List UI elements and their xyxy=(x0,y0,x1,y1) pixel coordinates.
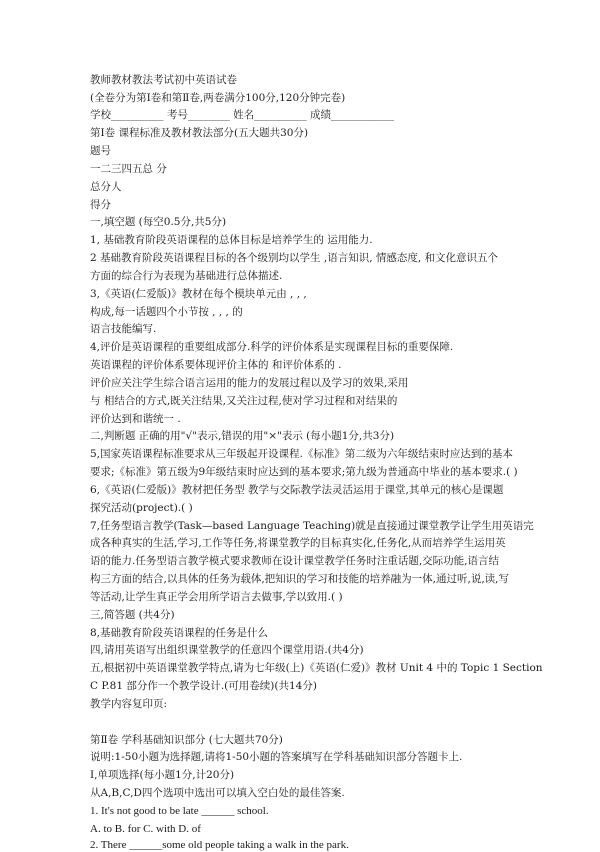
question-line: 成各种真实的生活,学习,工作等任务,将课堂教学的目标真实化,任务化,从而培养学生运用英 xyxy=(90,537,506,549)
score-table-line: 得分 xyxy=(90,199,111,211)
question-line: 等活动,让学生真正学会用所学语言去做事,学以致用.( ) xyxy=(90,591,343,603)
question-line: 要求;《标准》第五级为9年级结束时应达到的基本要求;第九级为普通高中毕业的基本要求.( ) xyxy=(90,466,518,478)
question-line: 英语课程的评价体系要体现评价主体的 和评价体系的 . xyxy=(90,359,342,371)
question-line: 构成,每一话题四个小节按 , , , 的 xyxy=(90,306,243,318)
section-heading: 第Ⅱ卷 学科基础知识部分 (七大题共70分) xyxy=(90,734,283,746)
question-line: 教学内容复印页: xyxy=(90,698,168,710)
question-heading: 三,简答题 (共4分) xyxy=(90,609,175,621)
question-line: 评价达到和谐统一 . xyxy=(90,413,181,425)
question-heading: 四,请用英语写出组织课堂教学的任意四个课堂用语.(共4分) xyxy=(90,644,364,656)
question-line: 8,基础教育阶段英语课程的任务是什么 xyxy=(90,627,269,639)
question-line: 与 相结合的方式,既关注结果,又关注过程,使对学习过程和对结果的 xyxy=(90,395,398,407)
answer-options: A. to B. for C. with D. of xyxy=(90,823,201,835)
question-line: 方面的综合行为表现为基础进行总体描述. xyxy=(90,270,283,282)
question-line: 语的能力.任务型语言教学模式要求教师在设计课堂教学任务时注重话题,交际功能,语言结 xyxy=(90,555,500,567)
instruction-line: 说明:1-50小题为选择题,请将1-50小题的答案填写在学科基础知识部分答题卡上. xyxy=(90,751,463,763)
question-line: 评价应关注学生综合语言运用的能力的发展过程以及学习的效果,采用 xyxy=(90,377,409,389)
question-heading: 一,填空题 (每空0.5分,共5分) xyxy=(90,216,227,228)
question-heading: Ⅰ,单项选择(每小题1分,计20分) xyxy=(90,769,235,781)
question-line: 构三方面的结合,以具体的任务为载体,把知识的学习和技能的培养融为一体,通过听,说,读,写 xyxy=(90,573,510,585)
question-heading: 二,判断题 正确的用"√"表示,错误的用"×"表示 (每小题1分,共3分) xyxy=(90,430,395,442)
section-heading: 第Ⅰ卷 课程标准及教材教法部分(五大题共30分) xyxy=(90,127,309,139)
question-line: 6,《英语(仁爱版)》教材把任务型 教学与交际教学法灵活运用于课堂,其单元的核心是课题 xyxy=(90,484,504,496)
question-line: 1. It's not good to be late ______ school. xyxy=(90,805,269,817)
doc-subtitle: (全卷分为第Ⅰ卷和第Ⅱ卷,两卷满分100分,120分钟完卷) xyxy=(90,92,346,104)
score-table-line: 一二三四五总 分 xyxy=(90,163,167,175)
doc-title: 教师教材教法考试初中英语试卷 xyxy=(90,74,237,86)
question-line: 4,评价是英语课程的重要组成部分.科学的评价体系是实现课程目标的重要保障. xyxy=(90,341,454,353)
question-line: 3,《英语(仁爱版)》教材在每个模块单元由 , , , xyxy=(90,288,307,300)
question-line: C P.81 部分作一个教学设计.(可用卷续)(共14分) xyxy=(90,680,317,692)
question-line: 7,任务型语言教学(Task—based Language Teaching)就是直接通过课堂教学让学生用英语完 xyxy=(90,520,534,532)
question-line: 语言技能编写. xyxy=(90,323,157,335)
student-info-line: 学校__________ 考号________ 姓名__________ 成绩____________ xyxy=(90,109,395,121)
question-line: 2. There ______some old people taking a walk in the park. xyxy=(90,839,349,851)
question-line: 5,国家英语课程标准要求从三年级起开设课程.《标准》第二级为六年级结束时应达到的基本 xyxy=(90,448,513,460)
question-heading: 五,根据初中英语课堂教学特点,请为七年级(上)《英语(仁爱)》教材 Unit 4 中的 Topic 1 Section xyxy=(90,662,543,674)
question-line: 1, 基础教育阶段英语课程的总体目标是培养学生的 运用能力. xyxy=(90,234,373,246)
score-table-line: 题号 xyxy=(90,145,111,157)
score-table-line: 总分人 xyxy=(90,181,122,193)
instruction-line: 从A,B,C,D四个选项中选出可以填入空白处的最佳答案. xyxy=(90,787,345,799)
question-line: 探究活动(project).( ) xyxy=(90,502,193,514)
question-line: 2 基础教育阶段英语课程目标的各个级别均以学生 ,语言知识, 情感态度, 和文化意识五个 xyxy=(90,252,499,264)
